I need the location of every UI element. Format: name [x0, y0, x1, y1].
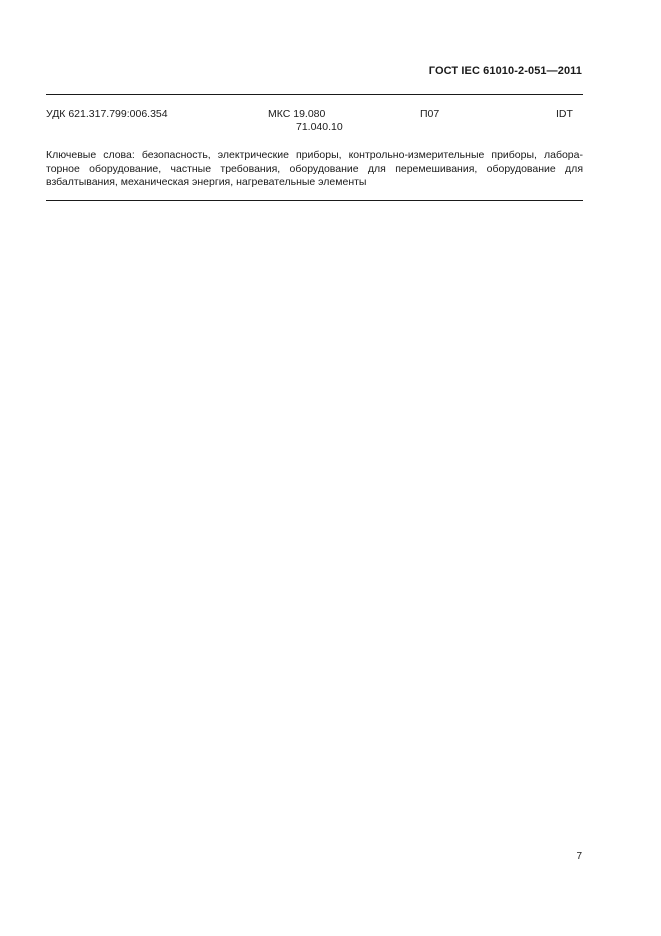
- bottom-divider: [46, 200, 583, 201]
- mks-code-secondary: 71.040.10: [296, 121, 343, 133]
- top-divider: [46, 94, 583, 95]
- keywords-line: Ключевые слова: безопасность, электрические приборы, контрольно-измерительные приборы, лабора-: [46, 149, 583, 161]
- document-standard-id: ГОСТ IEC 61010-2-051—2011: [428, 65, 582, 77]
- keywords-paragraph: [46, 149, 583, 190]
- keywords-line: торное оборудование, частные требования, оборудование для перемешивания, оборудование для: [46, 162, 583, 175]
- page-number: 7: [576, 851, 582, 862]
- keywords-line: взбалтывания, механическая энергия, нагревательные элементы: [46, 176, 367, 188]
- classification-row: [46, 108, 583, 138]
- group-code: П07: [420, 108, 440, 120]
- harmonization-degree: IDT: [556, 108, 573, 120]
- mks-code-primary: МКС 19.080: [268, 108, 326, 120]
- udk-code: УДК 621.317.799:006.354: [46, 108, 168, 120]
